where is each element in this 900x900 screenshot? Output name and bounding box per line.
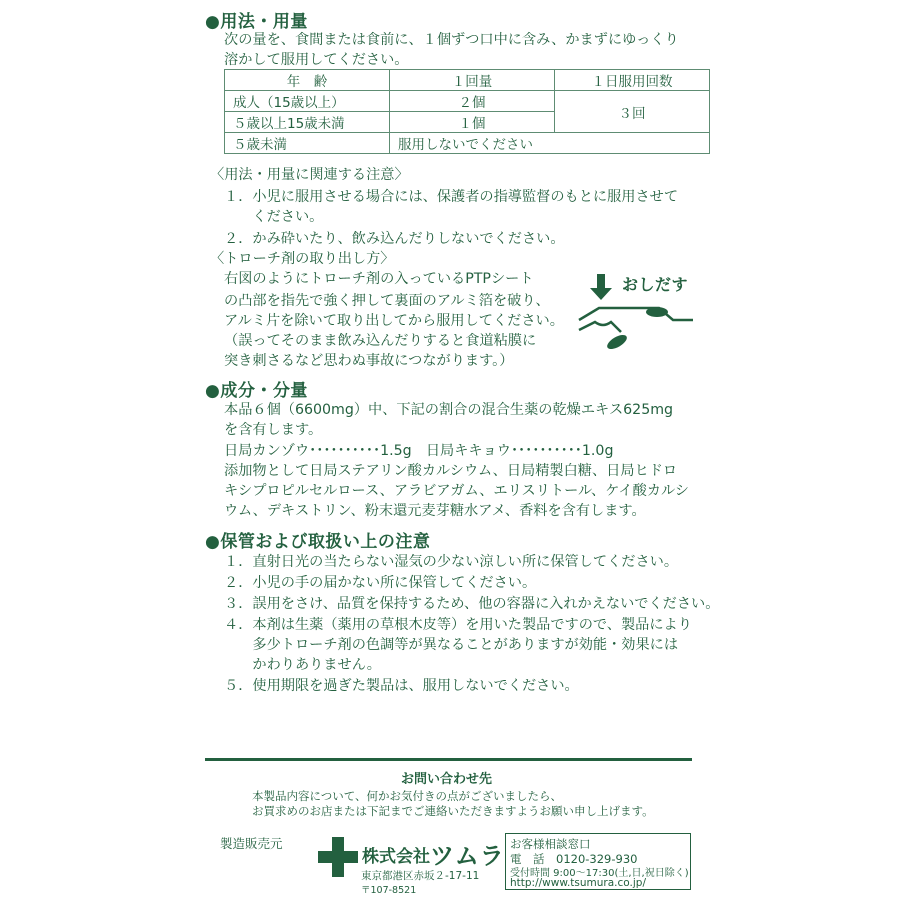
company-address: 東京都港区赤坂２-17-11 [361, 870, 480, 882]
contact-line-2: お買求めのお店または下記までご連絡いただきますようお願い申し上げます。 [252, 804, 654, 818]
ingredients-line-6: ウム、デキストリン、粉末還元麦芽糖水アメ、香料を含有します。 [224, 503, 646, 519]
table-header-dose: １回量 [390, 70, 555, 91]
company-name: ツムラ [430, 842, 505, 870]
tsumura-logo-icon [318, 837, 358, 877]
extract-line-4: （誤ってそのまま飲み込んだりすると食道粘膜に [224, 333, 537, 349]
storage-line-6: かわりありません。 [224, 657, 381, 673]
extract-line-1: 右図のようにトローチ剤の入っているPTPシート [224, 271, 534, 287]
table-cell-age: ５歳以上15歳未満 [225, 112, 390, 133]
usage-intro-line-2: 溶かして服用してください。 [224, 52, 409, 68]
desk-hours: 受付時間 9:00〜17:30(土,日,祝日除く) [510, 868, 689, 879]
extract-line-3: アルミ片を除いて取り出してから服用してください。 [224, 313, 564, 329]
usage-note-1: １．小児に服用させる場合には、保護者の指導監督のもとに服用させて [224, 189, 679, 205]
tablet-icon [646, 307, 668, 317]
desk-title: お客様相談窓口 [510, 837, 591, 851]
table-cell-age: 成人（15歳以上） [225, 91, 390, 112]
extract-line-5: 突き刺さるなど思わぬ事故につながります。） [224, 353, 514, 369]
maker-label: 製造販売元 [220, 836, 283, 851]
table-header-row [225, 70, 710, 91]
usage-intro-line-1: 次の量を、食間または食前に、１個ずつ口中に含み、かまずにゆっくり [224, 32, 679, 48]
table-cell-dose: 服用しないでください [390, 133, 710, 154]
website-link[interactable]: http://www.tsumura.co.jp/ [510, 877, 646, 889]
table-header-age: 年 齢 [225, 70, 390, 91]
ingredients-line-5: キシプロピルセルロース、アラビアガム、エリスリトール、ケイ酸カルシ [224, 483, 689, 499]
table-header-times: １日服用回数 [555, 70, 710, 91]
extract-heading: 〈トローチ剤の取り出し方〉 [210, 251, 395, 267]
section-divider [205, 758, 692, 761]
table-row [225, 133, 710, 154]
usage-notes-heading: 〈用法・用量に関連する注意〉 [210, 167, 409, 183]
contact-line-1: 本製品内容について、何かお気付きの点がございましたら、 [252, 789, 563, 803]
storage-line-3: ３．誤用をさけ、品質を保持するため、他の容器に入れかえないでください。 [224, 596, 720, 612]
storage-line-5: 多少トローチ剤の色調等が異なることがありますが効能・効果には [224, 637, 679, 653]
ingredients-line-1: 本品６個（6600mg）中、下記の割合の混合生薬の乾燥エキス625mg [224, 402, 674, 418]
usage-note-1-cont: ください。 [224, 209, 324, 225]
usage-heading: ●用法・用量 [205, 12, 308, 32]
storage-line-2: ２．小児の手の届かない所に保管してください。 [224, 575, 537, 591]
down-arrow-icon [590, 274, 612, 300]
usage-note-2: ２．かみ砕いたり、飲み込んだりしないでください。 [224, 231, 565, 247]
table-cell-times: ３回 [555, 91, 710, 133]
storage-line-7: ５．使用期限を過ぎた製品は、服用しないでください。 [224, 678, 579, 694]
ingredients-heading: ●成分・分量 [205, 381, 308, 401]
extract-line-2: の凸部を指先で強く押して裏面のアルミ箔を破り、 [224, 293, 550, 309]
ingredients-line-3: 日局カンゾウ･･････････1.5g 日局キキョウ･･････････1.0g [224, 443, 614, 459]
postal-code: 〒107-8521 [361, 885, 417, 896]
storage-heading: ●保管および取扱い上の注意 [205, 532, 431, 552]
storage-line-4: ４．本剤は生薬（薬用の草根木皮等）を用いた製品ですので、製品により [224, 617, 692, 633]
table-cell-age: ５歳未満 [225, 133, 390, 154]
company-prefix: 株式会社 [362, 847, 430, 867]
dosage-table [224, 69, 710, 154]
desk-phone: 電 話 0120-329-930 [510, 852, 638, 866]
table-cell-dose: ２個 [390, 91, 555, 112]
storage-line-1: １．直射日光の当たらない湿気の少ない涼しい所に保管してください。 [224, 554, 679, 570]
ingredients-line-4: 添加物として日局ステアリン酸カルシウム、日局精製白糖、日局ヒドロ [224, 463, 678, 479]
ingredients-line-2: を含有します。 [224, 422, 323, 438]
push-label: おしだす [622, 275, 689, 294]
contact-heading: お問い合わせ先 [401, 772, 493, 787]
table-cell-dose: １個 [390, 112, 555, 133]
table-row [225, 91, 710, 112]
